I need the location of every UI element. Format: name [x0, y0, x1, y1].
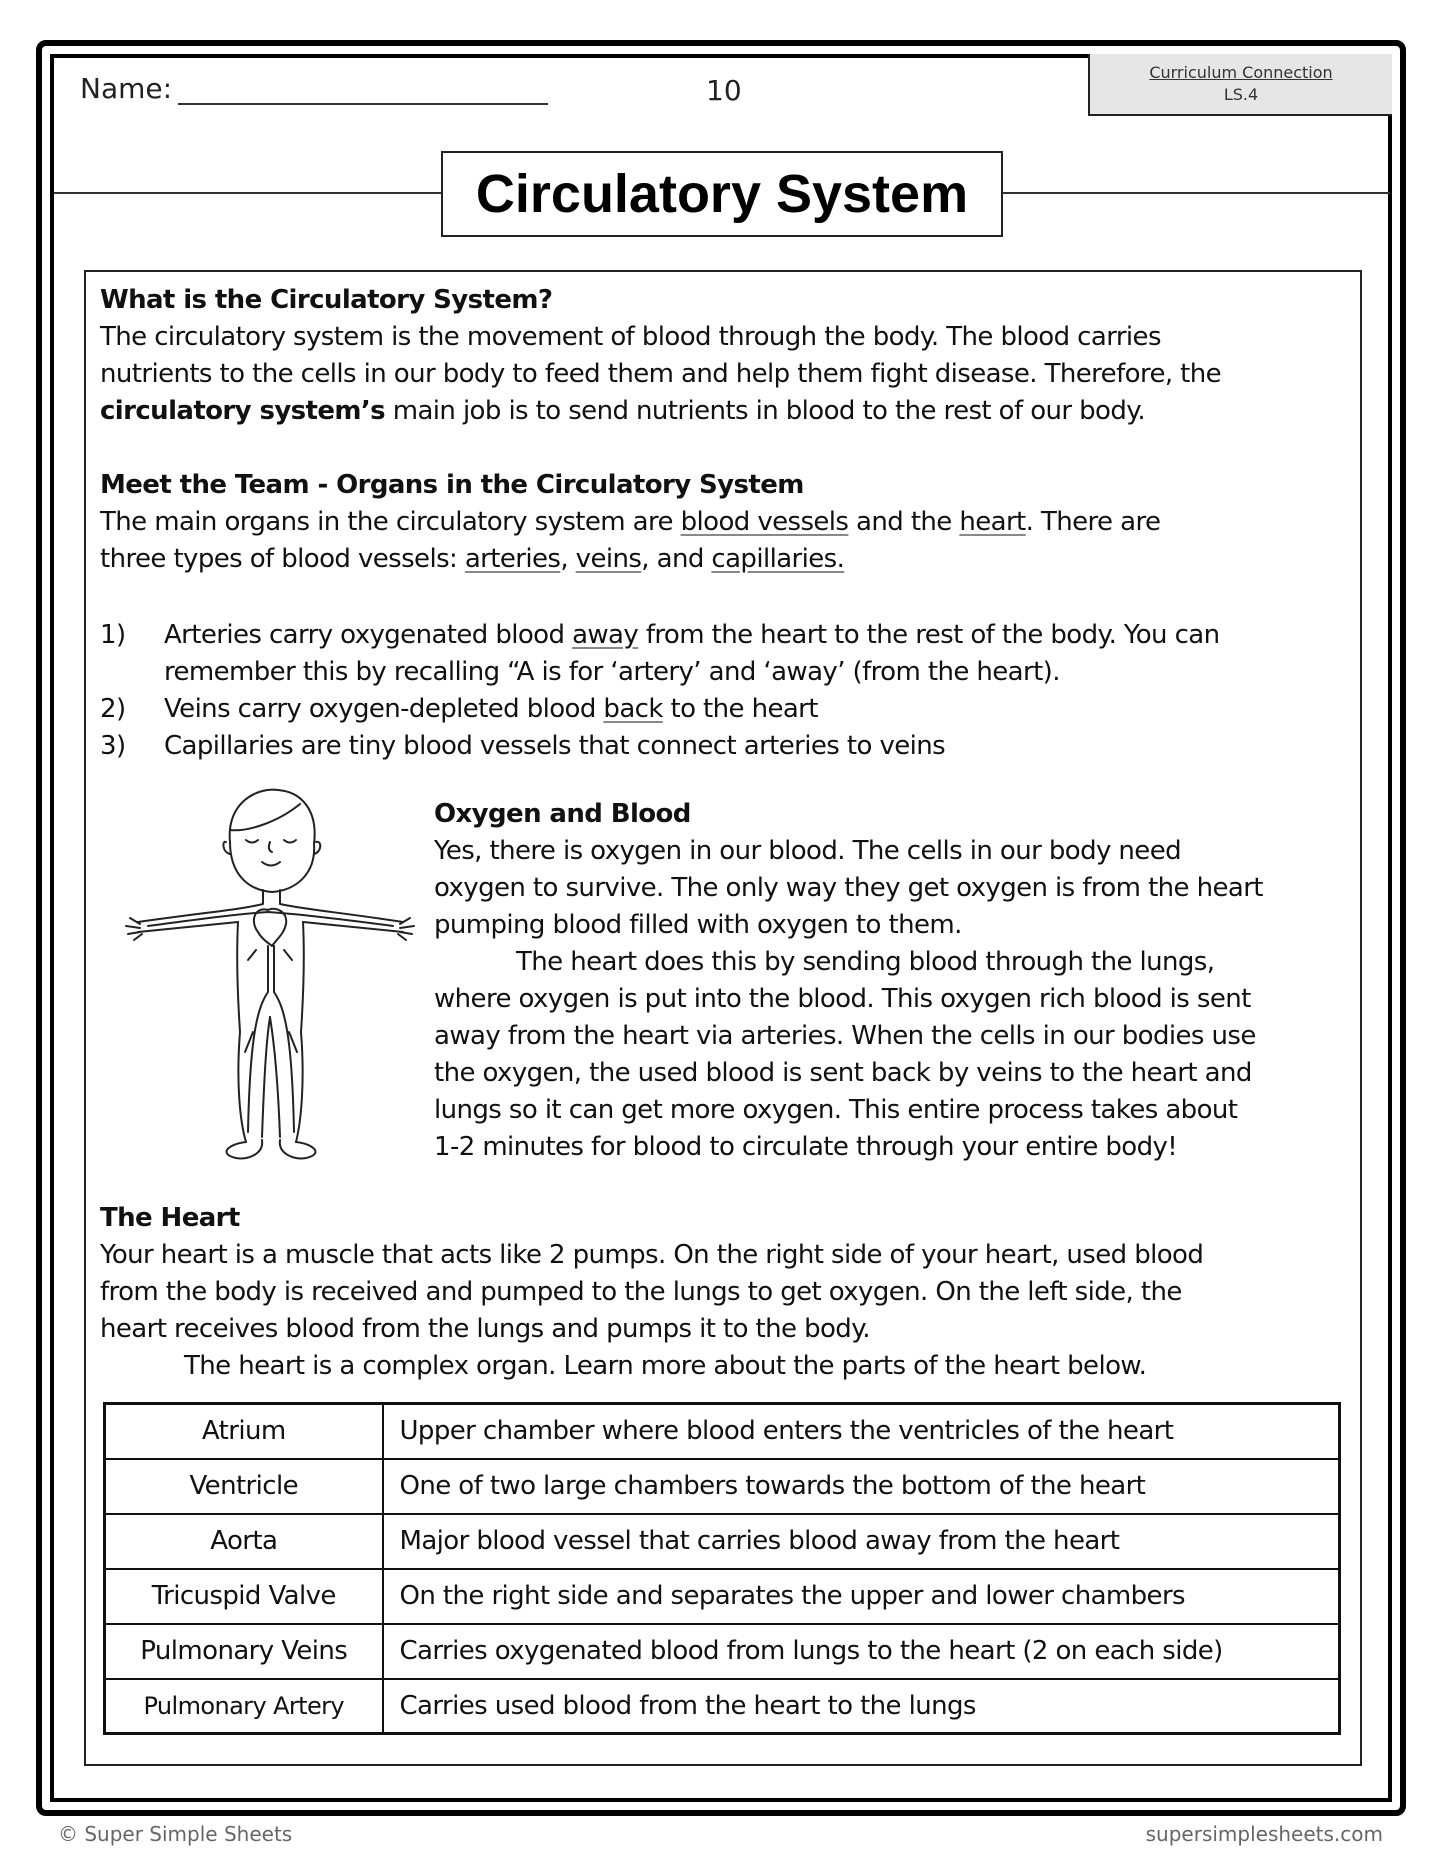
term-cell: Ventricle: [105, 1459, 383, 1514]
list-item: 2) Veins carry oxygen-depleted blood back to the heart: [100, 694, 818, 724]
paragraph-line: nutrients to the cells in our body to feed them and help them fight disease. Therefore, the: [100, 359, 1222, 389]
table-row: [105, 1459, 1340, 1514]
definition-cell: Carries used blood from the heart to the lungs: [383, 1679, 1340, 1734]
title-rule-left: [54, 192, 442, 194]
curriculum-code: LS.4: [1223, 85, 1259, 104]
underlined-term: blood vessels: [680, 507, 849, 537]
underlined-term: arteries: [464, 544, 561, 574]
term-cell: Atrium: [105, 1404, 383, 1459]
section-oxygen: [434, 796, 1354, 1166]
paragraph-line: Your heart is a muscle that acts like 2 pumps. On the right side of your heart, used blood: [100, 1240, 1204, 1270]
term-cell: Aorta: [105, 1514, 383, 1569]
table-row: [105, 1624, 1340, 1679]
paragraph-line: heart receives blood from the lungs and pumps it to the body.: [100, 1314, 870, 1344]
list-item: 1) Arteries carry oxygenated blood away from the heart to the rest of the body. You can remember this by recalling “A is for ‘artery’ and ‘away’ (from the heart).: [100, 620, 1220, 687]
definition-cell: Carries oxygenated blood from lungs to the heart (2 on each side): [383, 1624, 1340, 1679]
underlined-term: back: [603, 694, 663, 724]
name-blank-line[interactable]: [178, 75, 548, 105]
name-field[interactable]: [80, 72, 548, 105]
section-what-is: [100, 282, 1350, 430]
paragraph-line: The heart does this by sending blood through the lungs,: [516, 947, 1215, 977]
footer-website[interactable]: supersimplesheets.com: [1145, 1822, 1383, 1846]
bold-term: circulatory system’s: [100, 396, 386, 426]
table-row: [105, 1404, 1340, 1459]
term-cell: Tricuspid Valve: [105, 1569, 383, 1624]
table-row: [105, 1569, 1340, 1624]
heart-parts-table: [103, 1402, 1341, 1735]
circulatory-system-illustration: [118, 782, 418, 1162]
paragraph-line: pumping blood filled with oxygen to them.: [434, 910, 962, 940]
curriculum-connection-box: [1088, 54, 1392, 116]
definition-cell: Major blood vessel that carries blood away from the heart: [383, 1514, 1340, 1569]
paragraph-line: The circulatory system is the movement of blood through the body. The blood carries: [100, 322, 1161, 352]
title-rule-right: [1002, 192, 1390, 194]
term-cell: Pulmonary Artery: [105, 1679, 383, 1734]
definition-cell: One of two large chambers towards the bottom of the heart: [383, 1459, 1340, 1514]
underlined-term: heart: [959, 507, 1026, 537]
section-heading: The Heart: [100, 1203, 240, 1233]
paragraph-line: away from the heart via arteries. When the cells in our bodies use: [434, 1021, 1256, 1051]
underlined-term: away: [572, 620, 639, 650]
paragraph-line: the oxygen, the used blood is sent back by veins to the heart and: [434, 1058, 1252, 1088]
paragraph-line: The heart is a complex organ. Learn more about the parts of the heart below.: [184, 1351, 1147, 1381]
section-heading: What is the Circulatory System?: [100, 285, 553, 315]
paragraph-line: from the body is received and pumped to the lungs to get oxygen. On the left side, the: [100, 1277, 1182, 1307]
footer-copyright: © Super Simple Sheets: [58, 1822, 293, 1846]
name-label: Name:: [80, 72, 173, 105]
curriculum-title: Curriculum Connection: [1149, 63, 1333, 82]
list-item: 3) Capillaries are tiny blood vessels that connect arteries to veins: [100, 731, 946, 761]
paragraph-line: where oxygen is put into the blood. This oxygen rich blood is sent: [434, 984, 1251, 1014]
paragraph-line: The main organs in the circulatory system are blood vessels and the heart. There are: [100, 507, 1161, 537]
section-heart: [100, 1200, 1350, 1385]
section-heading: Meet the Team - Organs in the Circulatory System: [100, 470, 804, 500]
paragraph-line: 1-2 minutes for blood to circulate through your entire body!: [434, 1132, 1178, 1162]
paragraph-line: Yes, there is oxygen in our blood. The cells in our body need: [434, 836, 1182, 866]
table-row: [105, 1679, 1340, 1734]
blood-vessel-list: [100, 617, 1340, 765]
paragraph-line: lungs so it can get more oxygen. This entire process takes about: [434, 1095, 1238, 1125]
paragraph-line: circulatory system’s main job is to send nutrients in blood to the rest of our body.: [100, 396, 1145, 426]
definition-cell: Upper chamber where blood enters the ventricles of the heart: [383, 1404, 1340, 1459]
table-row: [105, 1514, 1340, 1569]
term-cell: Pulmonary Veins: [105, 1624, 383, 1679]
page-number: 10: [706, 74, 742, 107]
underlined-term: veins: [575, 544, 642, 574]
underlined-term: capillaries.: [711, 544, 845, 574]
page-title: Circulatory System: [441, 151, 1003, 237]
paragraph-line: three types of blood vessels: arteries, veins, and capillaries.: [100, 544, 845, 574]
section-meet-team: [100, 467, 1350, 578]
section-heading: Oxygen and Blood: [434, 799, 691, 829]
definition-cell: On the right side and separates the upper and lower chambers: [383, 1569, 1340, 1624]
paragraph-line: oxygen to survive. The only way they get oxygen is from the heart: [434, 873, 1263, 903]
